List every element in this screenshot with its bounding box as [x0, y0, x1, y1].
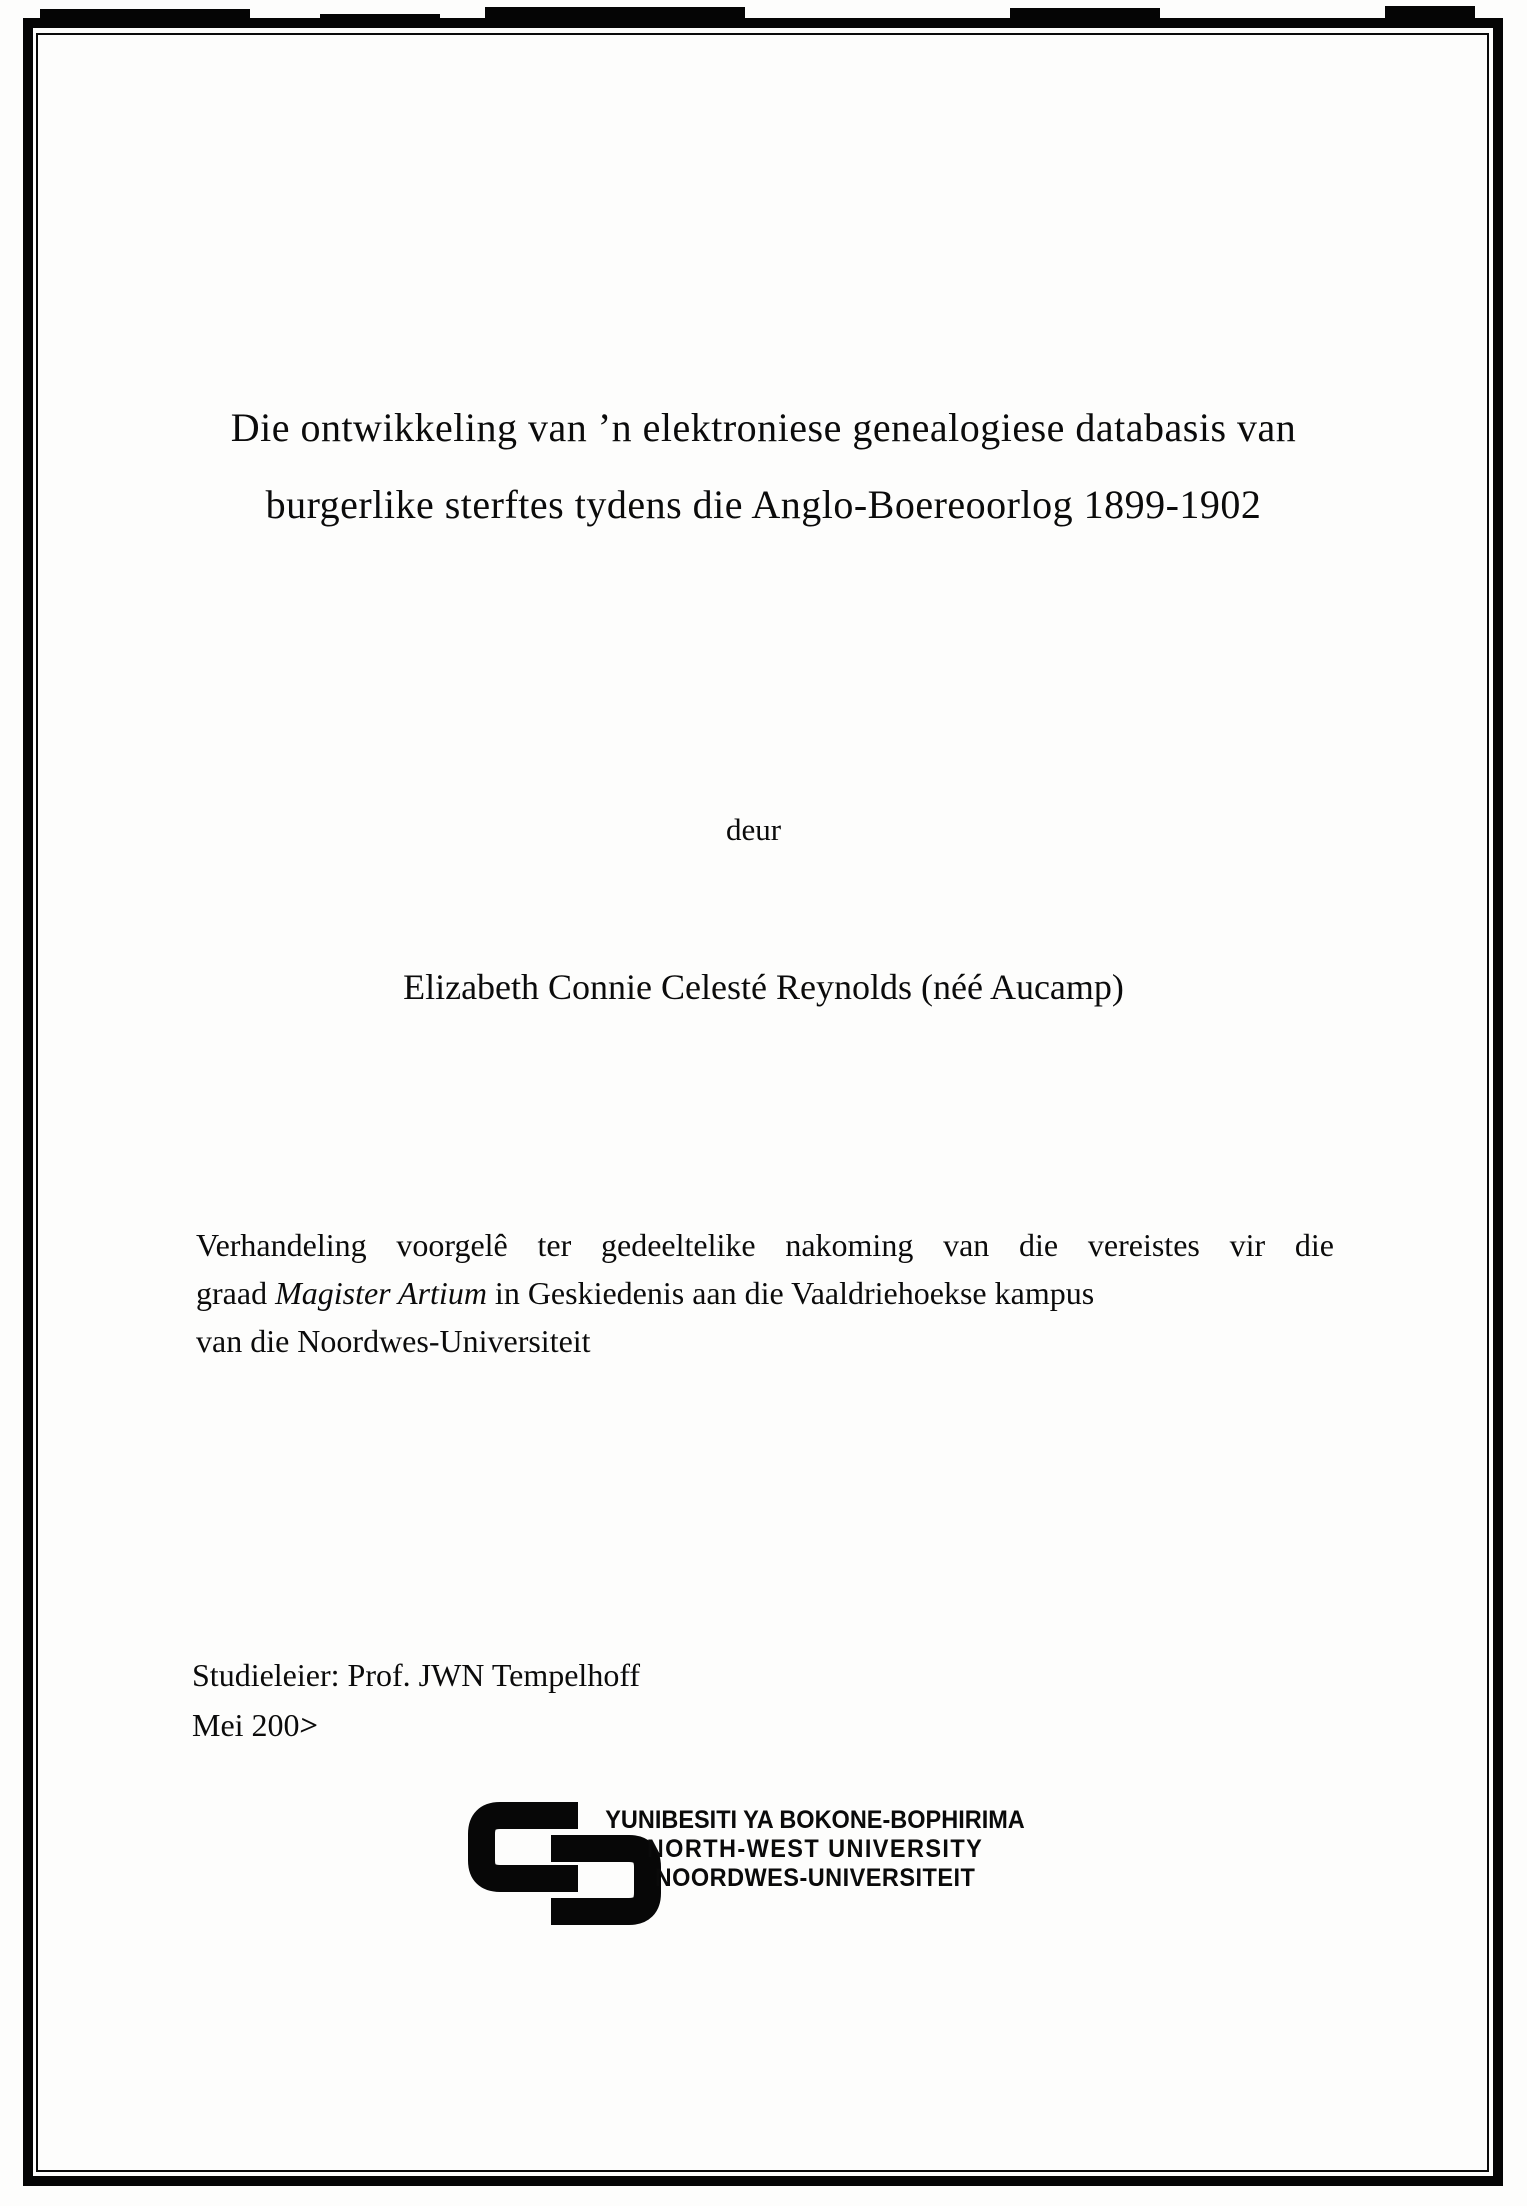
logo-text-english: NORTH-WEST UNIVERSITY [646, 1835, 984, 1863]
date-line [192, 1700, 640, 1750]
scan-smudge [320, 14, 440, 20]
date-prefix: Mei 200 [192, 1707, 300, 1743]
scan-smudge [1385, 6, 1475, 18]
university-logo-text [580, 1806, 1050, 1893]
date-distorted-seven: > [297, 1708, 320, 1742]
scan-smudge [40, 9, 250, 20]
thesis-title-line-2: burgerlike sterftes tydens die Anglo-Boereoorlog 1899-1902 [265, 482, 1262, 527]
statement-line2-suffix: in Geskiedenis aan die Vaaldriehoekse kampus [486, 1275, 1095, 1311]
supervisor-block [192, 1650, 640, 1750]
logo-text-setswana: YUNIBESITI YA BOKONE-BOPHIRIMA [605, 1806, 1025, 1834]
byline: deur [725, 812, 782, 847]
university-logo [468, 1800, 1108, 1940]
statement-line2-prefix: graad [196, 1275, 276, 1311]
supervisor-line: Studieleier: Prof. JWN Tempelhoff [192, 1657, 641, 1693]
scan-smudge [485, 7, 745, 19]
degree-statement-line-2 [196, 1269, 1334, 1317]
thesis-title-line-1: Die ontwikkeling van ’n elektroniese genealogiese databasis van [230, 405, 1297, 450]
author-name: Elizabeth Connie Celesté Reynolds (néé Aucamp) [403, 967, 1124, 1007]
logo-text-afrikaans: NOORDWES-UNIVERSITEIT [654, 1864, 976, 1892]
statement-degree-name: Magister Artium [275, 1275, 487, 1311]
scan-smudge [1010, 8, 1160, 18]
degree-statement [196, 1221, 1334, 1365]
degree-statement-line-3: van die Noordwes-Universiteit [196, 1323, 591, 1359]
degree-statement-line-1: Verhandeling voorgelê ter gedeeltelike nakoming van die vereistes vir die [196, 1227, 1334, 1263]
